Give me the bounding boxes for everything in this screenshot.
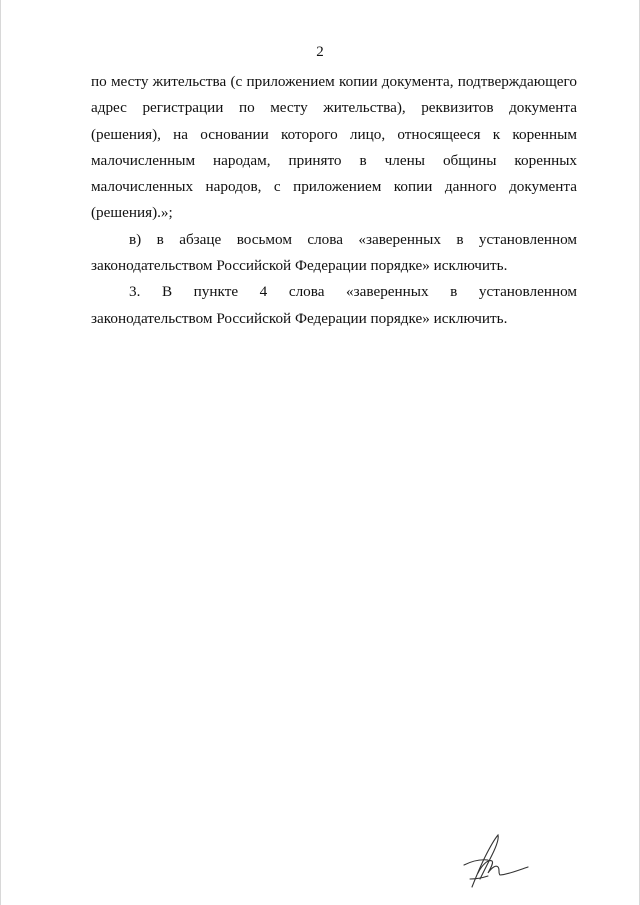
handwritten-signature <box>458 829 538 891</box>
page-left-edge <box>0 0 1 905</box>
document-body <box>91 69 577 332</box>
page-number: 2 <box>316 44 324 60</box>
paragraph-continuation: по месту жительства (с приложением копии документа, подтверждающего адрес регистрации по месту жительства), реквизитов документа (решения), на основании которого лицо, относящееся к коренным малочисленным народам, принято в члены общины коренных малочисленных народов, с приложением копии данного документа (решения).»; <box>91 73 577 222</box>
paragraph-item-3: 3. В пункте 4 слова «заверенных в установленном законодательством Российской Федерации порядке» исключить. <box>91 283 577 327</box>
paragraph-subitem-v: в) в абзаце восьмом слова «заверенных в установленном законодательством Российской Федерации порядке» исключить. <box>91 230 577 275</box>
